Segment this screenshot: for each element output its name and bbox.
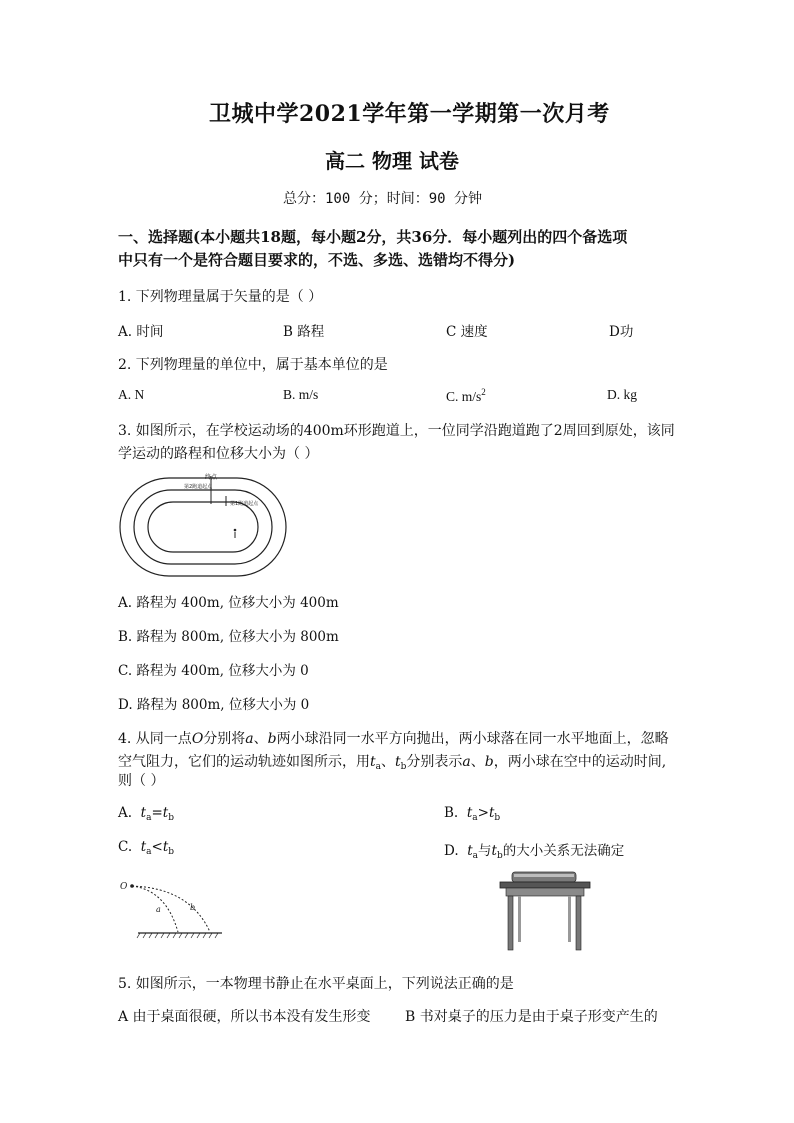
- q4-opt-d-tail: 的大小关系无法确定: [502, 843, 625, 859]
- q4-opt-b-t1: t: [466, 805, 473, 821]
- q4-opt-c-t1: t: [140, 839, 147, 855]
- question-4-option-d: [444, 839, 624, 861]
- q4-opt-c-label: C.: [118, 839, 133, 855]
- q4-opt-c-sub1: a: [146, 847, 152, 857]
- question-3-line1: 3. 如图所示，在学校运动场的400m环形跑道上，一位同学沿跑道跑了2周回到原处，该同: [118, 423, 675, 439]
- q4-opt-a-sub2: b: [168, 813, 174, 823]
- exam-title: 卫城中学2021学年第一学期第一次月考: [209, 101, 610, 127]
- q4-opt-c-sub2: b: [168, 847, 175, 857]
- q4-text-6: 、: [381, 754, 396, 770]
- book-on-table-figure: [496, 868, 596, 952]
- q4-text-4: 两小球沿同一水平方向抛出，两小球落在同一水平地面上，忽略: [276, 731, 669, 747]
- question-4-option-c: [118, 839, 174, 857]
- question-3-line2: 学运动的路程和位移大小为（ ）: [118, 446, 319, 462]
- projectile-label-a: a: [156, 905, 161, 914]
- track-label-lane1: 第1跑道起点: [230, 501, 259, 507]
- q4-text-1: 4. 从同一点: [118, 731, 192, 747]
- q4-opt-d-label: D.: [444, 843, 459, 859]
- projectile-figure: [118, 876, 228, 946]
- q4-opt-b-sub2: b: [494, 813, 501, 823]
- q4-text-7: 分别表示: [406, 754, 463, 770]
- running-track-figure: [118, 472, 288, 582]
- q4-opt-b-sub1: a: [472, 813, 478, 823]
- q4-var-b2: b: [484, 754, 494, 770]
- question-1-option-d: D功: [609, 324, 634, 340]
- q4-text-5: 空气阻力，它们的运动轨迹如图所示，用: [118, 754, 370, 770]
- question-2-option-c-sup: 2: [481, 387, 486, 397]
- question-4-line3: 则（ ）: [118, 773, 165, 789]
- q4-var-a2: a: [462, 754, 471, 770]
- q4-opt-d-sub1: a: [472, 851, 479, 861]
- q4-opt-a-op: =: [151, 805, 163, 821]
- q4-sub-b: b: [400, 762, 407, 772]
- track-label-finish: 终点: [204, 474, 218, 481]
- q4-opt-d-t2: t: [491, 843, 497, 859]
- question-1-option-b: B 路程: [283, 324, 325, 340]
- question-3-option-c: C. 路程为 400m, 位移大小为 0: [118, 663, 309, 679]
- q4-opt-b-t2: t: [488, 805, 495, 821]
- question-5-option-b: B 书对桌子的压力是由于桌子形变产生的: [405, 1009, 658, 1025]
- question-1-stem: 1. 下列物理量属于矢量的是（ ）: [118, 289, 323, 305]
- exam-meta: 总分：100 分；时间：90 分钟: [283, 191, 483, 207]
- q4-opt-d-sub2: b: [496, 851, 503, 861]
- q4-var-a: a: [245, 731, 254, 747]
- question-2-option-c: [446, 387, 486, 405]
- question-2-option-d: D. kg: [607, 387, 637, 402]
- q4-opt-d-text: 与: [478, 843, 492, 859]
- q4-opt-b-label: B.: [444, 805, 459, 821]
- question-4-line1: [118, 728, 669, 748]
- q4-var-t-b: t: [395, 754, 401, 770]
- q4-opt-b-op: >: [477, 805, 489, 821]
- q4-text-3: 、: [253, 731, 268, 747]
- q4-text-10: 两小球在空中的运动时间,: [507, 754, 667, 770]
- q4-text-9: ，: [493, 754, 508, 770]
- question-5-option-a: A 由于桌面很硬，所以书本没有发生形变: [118, 1009, 371, 1025]
- track-label-lane2: 第2跑道起点: [184, 484, 213, 490]
- section-heading-line2: 中只有一个是符合题目要求的，不选、多选、选错均不得分): [118, 251, 516, 269]
- q4-sub-a: a: [375, 762, 382, 772]
- q4-opt-a-label: A.: [118, 805, 133, 821]
- q4-var-t-a: t: [370, 754, 376, 770]
- question-1-option-c: C 速度: [446, 324, 488, 340]
- q4-opt-a-sub1: a: [146, 813, 152, 823]
- question-4-line2: [118, 751, 666, 772]
- projectile-label-b: b: [190, 903, 196, 912]
- exam-subtitle: 高二 物理 试卷: [325, 149, 459, 173]
- question-3-option-d: D. 路程为 800m, 位移大小为 0: [118, 697, 310, 713]
- q4-opt-a-t1: t: [140, 805, 147, 821]
- question-4-option-b: [444, 805, 500, 823]
- question-2-option-b: B. m/s: [283, 387, 319, 402]
- question-2-option-c-text: C. m/s: [446, 389, 482, 404]
- section-heading-line1: 一、选择题(本小题共18题，每小题2分，共36分．每小题列出的四个备选项: [118, 228, 628, 246]
- q4-text-2: 分别将: [203, 731, 246, 747]
- q4-opt-c-op: <: [151, 839, 163, 855]
- q4-var-O: O: [191, 731, 204, 747]
- question-3-option-a: A. 路程为 400m, 位移大小为 400m: [118, 595, 339, 611]
- question-5-stem: 5. 如图所示，一本物理书静止在水平桌面上，下列说法正确的是: [118, 976, 514, 992]
- question-3-option-b: B. 路程为 800m, 位移大小为 800m: [118, 629, 339, 645]
- question-2-option-a: A. N: [118, 387, 145, 402]
- question-4-option-a: [118, 805, 174, 823]
- q4-text-8: 、: [470, 754, 485, 770]
- question-1-option-a: A. 时间: [118, 324, 164, 340]
- projectile-label-O: O: [120, 882, 128, 892]
- q4-opt-a-t2: t: [162, 805, 169, 821]
- q4-opt-c-t2: t: [162, 839, 169, 855]
- question-2-stem: 2. 下列物理量的单位中，属于基本单位的是: [118, 357, 388, 373]
- q4-opt-d-t1: t: [467, 843, 473, 859]
- q4-var-b: b: [267, 731, 277, 747]
